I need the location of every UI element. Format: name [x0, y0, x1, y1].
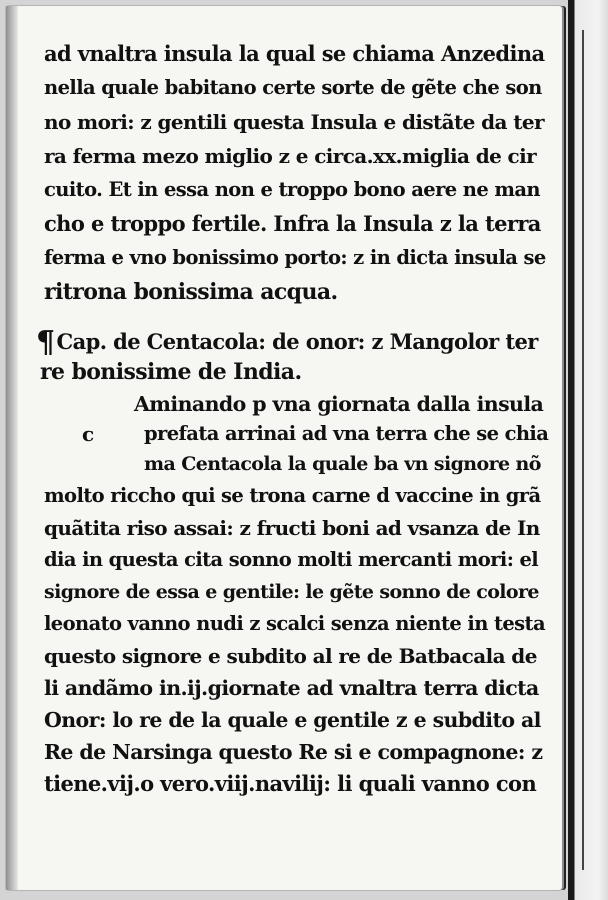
chapter-heading-line: re bonissime de India. — [40, 359, 302, 385]
guide-letter: c — [82, 422, 94, 446]
facing-page-edge — [568, 0, 608, 900]
text-line: cho e troppo fertile. Infra la Insula z la terra — [44, 211, 541, 236]
text-line: no mori: z gentili questa Insula e distãte da ter — [44, 110, 544, 134]
facing-page-shadow — [582, 30, 584, 870]
chapter-heading-text: Cap. de Centacola: de onor: z Mangolor ter — [56, 329, 538, 354]
text-line: molto riccho qui se trona carne d vaccine in grã — [44, 484, 541, 507]
text-line: cuito. Et in essa non e troppo bono aere ne man — [44, 178, 540, 201]
text-line: Aminando p vna giornata dalla insula — [134, 392, 544, 416]
text-line: ad vnaltra insula la qual se chiama Anzedina — [44, 41, 545, 66]
text-line: ferma e vno bonissimo porto: z in dicta insula se — [44, 246, 546, 269]
text-line: leonato vanno nudi z scalci senza niente in testa — [44, 612, 546, 635]
text-line: quãtita riso assai: z fructi boni ad vsanza de In — [44, 516, 540, 540]
text-line: ritrona bonissima acqua. — [44, 279, 338, 305]
text-line: signore de essa e gentile: le gẽte sonno de colore — [44, 581, 539, 603]
text-line: li andãmo in.ij.giornate ad vnaltra terra dicta — [44, 676, 539, 700]
text-line: ma Centacola la quale ba vn signore nõ — [144, 453, 541, 475]
text-line: prefata arrinai ad vna terra che se chia — [144, 422, 549, 445]
pilcrow-icon: ¶ — [36, 325, 55, 360]
text-line: Re de Narsinga questo Re si e compagnone: z — [44, 740, 543, 764]
text-line: nella quale babitano certe sorte de gẽte che son — [44, 76, 542, 99]
text-line: questo signore e subdito al re de Batbacala de — [44, 644, 537, 668]
text-line: tiene.vij.o vero.viij.navilij: li quali vanno con — [44, 771, 537, 796]
text-line: ra ferma mezo miglio z e circa.xx.miglia de cir — [44, 144, 537, 168]
page-gutter — [6, 6, 18, 890]
chapter-heading-line — [36, 325, 538, 360]
text-line: Onor: lo re de la quale e gentile z e subdito al — [44, 708, 541, 732]
text-line: dia in questa cita sonno molti mercanti mori: el — [44, 548, 539, 571]
